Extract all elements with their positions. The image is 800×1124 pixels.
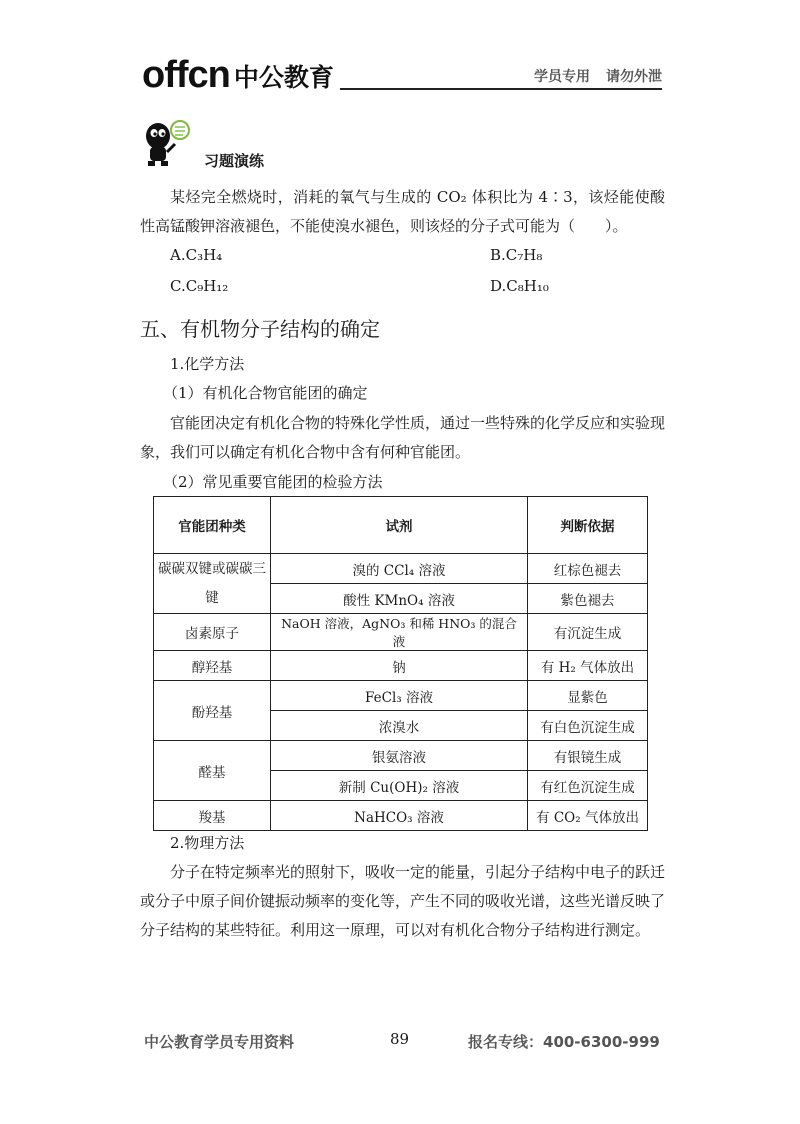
option-a: A.C₃H₄ (170, 246, 223, 264)
header-tag-do-not-leak: 请勿外泄 (606, 69, 662, 85)
header-rule (340, 88, 662, 90)
table-cell-reagent: 钠 (271, 651, 528, 681)
header-tag-members-only: 学员专用 (534, 69, 590, 85)
brand-logo (142, 50, 334, 94)
page-number: 89 (390, 1030, 410, 1048)
section-title: 五、有机物分子结构的确定 (140, 317, 380, 341)
paragraph-functional-groups: 官能团决定有机化合物的特殊化学性质，通过一些特殊的化学反应和实验现象，我们可以确定有机化合物中含有何种官能团。 (140, 414, 666, 461)
table-cell-basis: 有银镜生成 (528, 741, 648, 771)
table-header-reagent: 试剂 (271, 497, 528, 554)
table-cell-group: 碳碳双键或碳碳三键 (154, 554, 271, 614)
exercise-question: 某烃完全燃烧时，消耗的氧气与生成的 CO₂ 体积比为 4∶3，该烃能使酸性高锰酸钾溶液褪色，不能使溴水褪色，则该烃的分子式可能为（ ）。 (140, 188, 665, 235)
table-cell-basis: 有沉淀生成 (528, 614, 648, 651)
table-header-basis: 判断依据 (528, 497, 648, 554)
subsection-functional-group: （1）有机化合物官能团的确定 (163, 384, 368, 402)
table-cell-group: 羧基 (154, 801, 271, 831)
option-d: D.C₈H₁₀ (490, 277, 549, 295)
table-cell-group: 卤素原子 (154, 614, 271, 651)
table-cell-group: 醇羟基 (154, 651, 271, 681)
table-cell-basis: 显紫色 (528, 681, 648, 711)
exercise-title: 习题演练 (204, 152, 265, 170)
logo-chinese-name: 中公教育 (233, 63, 334, 92)
table-cell-basis: 有白色沉淀生成 (528, 711, 648, 741)
table-cell-basis: 有 CO₂ 气体放出 (528, 801, 648, 831)
table-header-group: 官能团种类 (154, 497, 271, 554)
table-cell-basis: 有 H₂ 气体放出 (528, 651, 648, 681)
footer-hotline: 报名专线：400-6300-999 (468, 1033, 660, 1051)
table-cell-reagent: 浓溴水 (271, 711, 528, 741)
subsection-test-methods: （2）常见重要官能团的检验方法 (163, 473, 383, 491)
table-row (154, 651, 648, 681)
functional-group-test-table (153, 496, 648, 831)
mascot-icon (140, 114, 190, 170)
table-cell-basis: 紫色褪去 (528, 584, 648, 614)
table-header-row (154, 497, 648, 554)
subsection-chemical-method: 1.化学方法 (170, 355, 245, 373)
table-row (154, 554, 648, 584)
table-row (154, 614, 648, 651)
table-cell-reagent: 溴的 CCl₄ 溶液 (271, 554, 528, 584)
table-cell-group: 酚羟基 (154, 681, 271, 741)
option-c: C.C₉H₁₂ (170, 277, 229, 295)
table-cell-reagent: NaHCO₃ 溶液 (271, 801, 528, 831)
table-row (154, 681, 648, 711)
table-cell-basis: 红棕色褪去 (528, 554, 648, 584)
table-cell-reagent: NaOH 溶液，AgNO₃ 和稀 HNO₃ 的混合液 (271, 614, 528, 651)
table-cell-reagent: FeCl₃ 溶液 (271, 681, 528, 711)
table-cell-reagent: 银氨溶液 (271, 741, 528, 771)
logo-mark: offcn (142, 54, 230, 96)
footer-left: 中公教育学员专用资料 (144, 1033, 295, 1051)
table-cell-reagent: 新制 Cu(OH)₂ 溶液 (271, 771, 528, 801)
paragraph-physical-method: 分子在特定频率光的照射下，吸收一定的能量，引起分子结构中电子的跃迁或分子中原子间价键振动频率的变化等，产生不同的吸收光谱，这些光谱反映了分子结构的某些特征。利用这一原理，可以对有机化合物分子结构进行测定。 (140, 863, 666, 939)
option-b: B.C₇H₈ (490, 246, 543, 264)
table-row (154, 741, 648, 771)
table-cell-basis: 有红色沉淀生成 (528, 771, 648, 801)
header-notice (534, 66, 662, 86)
subsection-physical-method: 2.物理方法 (170, 834, 245, 852)
table-cell-reagent: 酸性 KMnO₄ 溶液 (271, 584, 528, 614)
table-row (154, 801, 648, 831)
table-cell-group: 醛基 (154, 741, 271, 801)
